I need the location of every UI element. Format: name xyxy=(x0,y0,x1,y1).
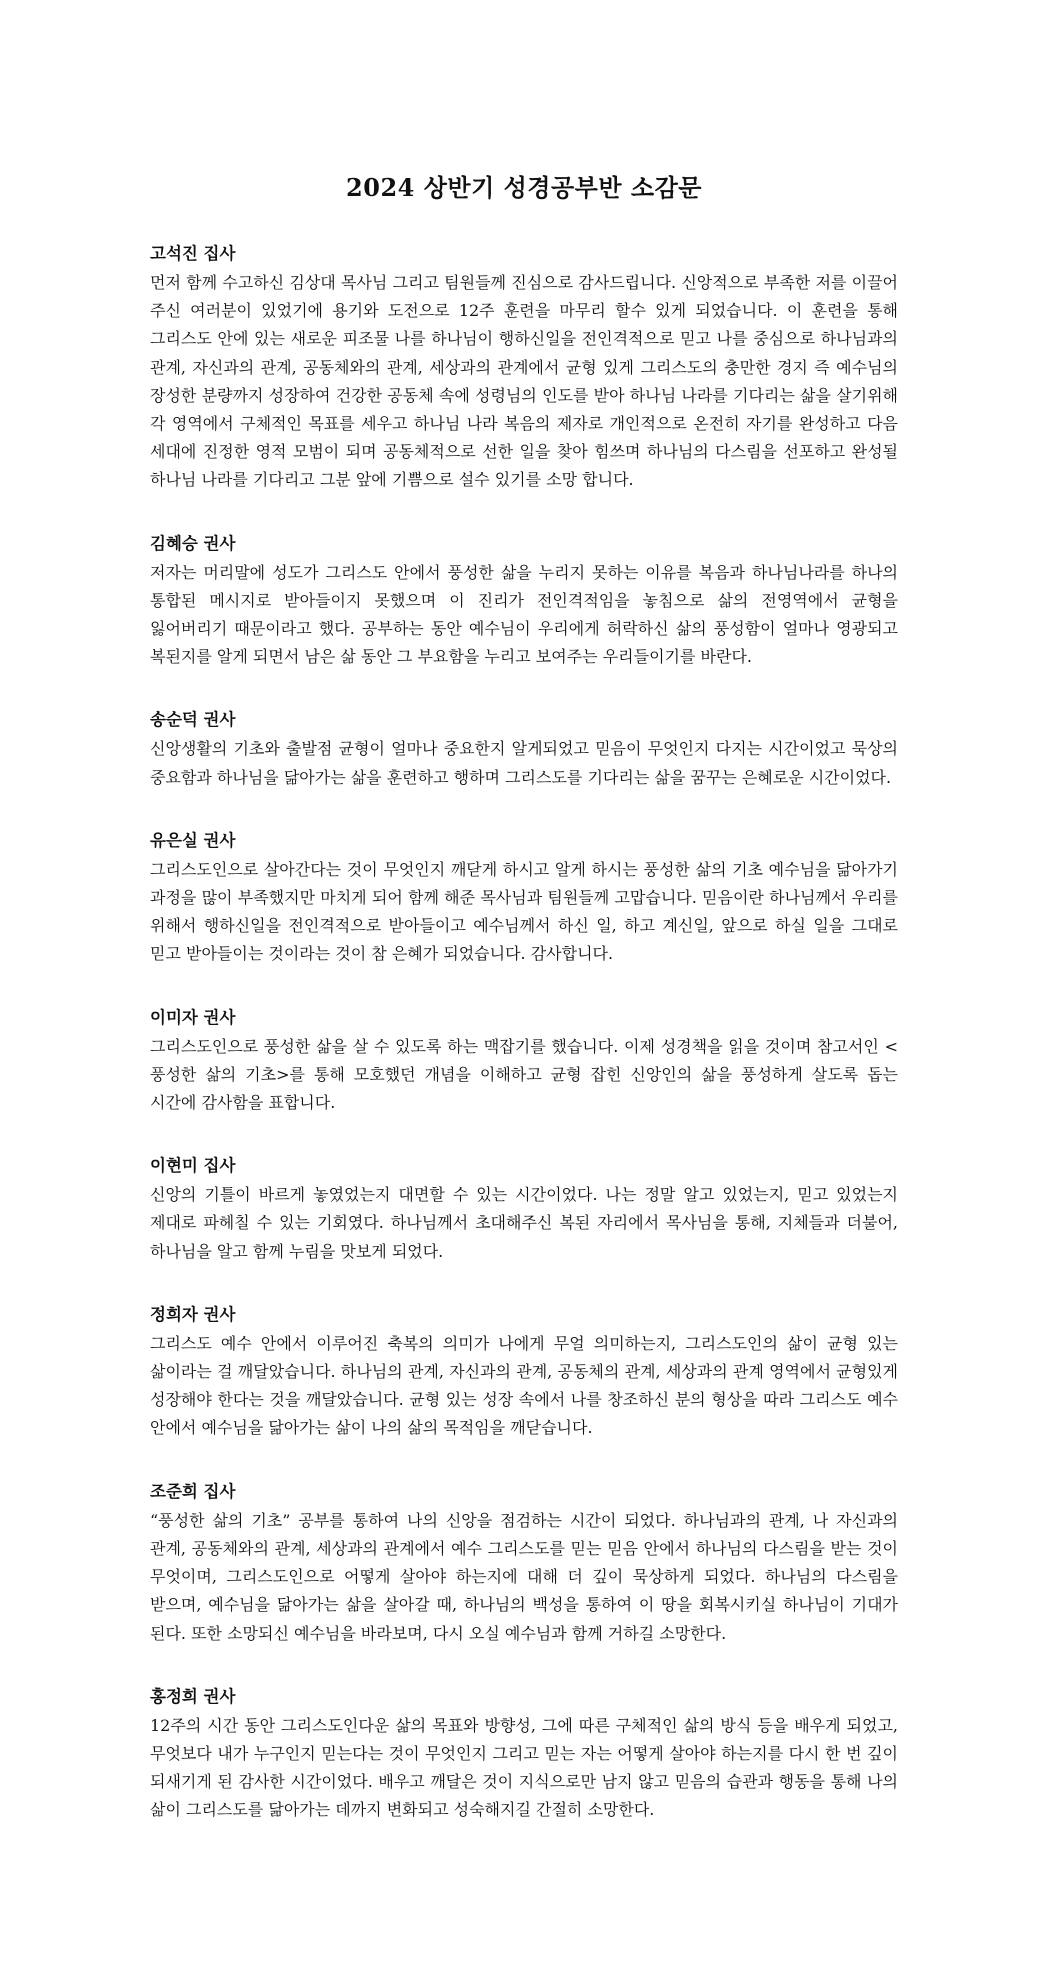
entry-text: 12주의 시간 동안 그리스도인다운 삶의 목표와 방향성, 그에 따른 구체적인 삶의 방식 등을 배우게 되었고, 무엇보다 내가 누구인지 믿는다는 것이 무엇인지 그리고 믿는 자는 어떻게 살아야 하는지를 다시 한 번 깊이 되새기게 된 감사한 시간이었다. 배우고 깨달은 것이 지식으로만 남지 않고 믿음의 습관과 행동을 통해 나의 삶이 그리스도를 닮아가는 데까지 변화되고 성숙해지길 간절히 소망한다. xyxy=(150,1715,898,1820)
entry-2 xyxy=(150,531,898,672)
document-page xyxy=(150,168,898,1861)
entry-6 xyxy=(150,1153,898,1266)
entry-author: 조준희 집사 xyxy=(150,1481,236,1501)
entry-text: 저자는 머리말에 성도가 그리스도 안에서 풍성한 삶을 누리지 못하는 이유를 복음과 하나님나라를 하나의 통합된 메시지로 받아들이지 못했으며 이 진리가 전인격적임을 놓침으로 삶의 전영역에서 균형을 잃어버리기 때문이라고 했다. 공부하는 동안 예수님이 우리에게 허락하신 삶의 풍성함이 얼마나 영광되고 복된지를 알게 되면서 남은 삶 동안 그 부요함을 누리고 보여주는 우리들이기를 바란다. xyxy=(150,562,898,667)
entry-8 xyxy=(150,1479,898,1648)
entry-text: 그리스도 예수 안에서 이루어진 축복의 의미가 나에게 무얼 의미하는지, 그리스도인의 삶이 균형 있는 삶이라는 걸 깨달았습니다. 하나님의 관계, 자신과의 관계, 공동체의 관계, 세상과의 관계 영역에서 균형있게 성장해야 한다는 것을 깨달았습니다. 균형 있는 성장 속에서 나를 창조하신 분의 형상을 따라 그리스도 예수 안에서 예수님을 닮아가는 삶이 나의 삶의 목적임을 깨닫습니다. xyxy=(150,1333,898,1438)
entry-text: “풍성한 삶의 기초” 공부를 통하여 나의 신앙을 점검하는 시간이 되었다. 하나님과의 관계, 나 자신과의 관계, 공동체와의 관계, 세상과의 관계에서 예수 그리스도를 믿는 믿음 안에서 하나님의 다스림을 받는 것이 무엇이며, 그리스도인으로 어떻게 살아야 하는지에 대해 더 깊이 묵상하게 되었다. 하나님의 다스림을 받으며, 예수님을 닮아가는 삶을 살아갈 때, 하나님의 백성을 통하여 이 땅을 회복시키실 하나님이 기대가 된다. 또한 소망되신 예수님을 바라보며, 다시 오실 예수님과 함께 거하길 소망한다. xyxy=(150,1510,898,1643)
document-title: 2024 상반기 성경공부반 소감문 xyxy=(346,173,702,202)
entry-text: 신앙생활의 기초와 출발점 균형이 얼마나 중요한지 알게되었고 믿음이 무엇인지 다지는 시간이었고 묵상의 중요함과 하나님을 닮아가는 삶을 훈련하고 행하며 그리스도를 기다리는 삶을 꿈꾸는 은혜로운 시간이었다. xyxy=(150,739,898,787)
entry-author: 김혜승 권사 xyxy=(150,533,236,553)
entry-author: 송순덕 권사 xyxy=(150,710,236,730)
entry-4 xyxy=(150,828,898,969)
entry-7 xyxy=(150,1302,898,1443)
entry-9 xyxy=(150,1684,898,1825)
entry-3 xyxy=(150,707,898,791)
entry-author: 홍정희 권사 xyxy=(150,1686,236,1706)
entry-author: 이현미 집사 xyxy=(150,1156,236,1176)
entry-author: 정희자 권사 xyxy=(150,1304,236,1324)
entry-author: 이미자 권사 xyxy=(150,1007,236,1027)
entry-text: 그리스도인으로 풍성한 삶을 살 수 있도록 하는 맥잡기를 했습니다. 이제 성경책을 읽을 것이며 참고서인 <풍성한 삶의 기초>를 통해 모호했던 개념을 이해하고 균형 잡힌 신앙인의 삶을 풍성하게 살도록 돕는 시간에 감사함을 표합니다. xyxy=(150,1036,898,1113)
entry-text: 그리스도인으로 살아간다는 것이 무엇인지 깨닫게 하시고 알게 하시는 풍성한 삶의 기초 예수님을 닮아가기 과정을 많이 부족했지만 마치게 되어 함께 해준 목사님과 팀원들께 고맙습니다. 믿음이란 하나님께서 우리를 위해서 행하신일을 전인격적으로 받아들이고 예수님께서 하신 일, 하고 계신일, 앞으로 하실 일을 그대로 믿고 받아들이는 것이라는 것이 참 은혜가 되었습니다. 감사합니다. xyxy=(150,859,898,964)
entry-text: 먼저 함께 수고하신 김상대 목사님 그리고 팀원들께 진심으로 감사드립니다. 신앙적으로 부족한 저를 이끌어 주신 여러분이 있었기에 용기와 도전으로 12주 훈련을 마무리 할수 있게 되었습니다. 이 훈련을 통해 그리스도 안에 있는 새로운 피조물 나를 하나님이 행하신일을 전인격적으로 믿고 나를 중심으로 하나님과의 관계, 자신과의 관계, 공동체와의 관계, 세상과의 관계에서 균형 있게 그리스도의 충만한 경지 즉 예수님의 장성한 분량까지 성장하여 건강한 공동체 속에 성령님의 인도를 받아 하나님 나라를 기다리는 삶을 살기위해 각 영역에서 구체적인 목표를 세우고 하나님 나라 복음의 제자로 개인적으로 온전히 자기를 완성하고 다음 세대에 진정한 영적 모범이 되며 공동체적으로 선한 일을 찾아 힘쓰며 하나님의 다스림을 선포하고 완성될 하나님 나라를 기다리고 그분 앞에 기쁨으로 설수 있기를 소망 합니다. xyxy=(150,273,898,490)
entry-author: 고석진 집사 xyxy=(150,244,236,263)
entry-5 xyxy=(150,1005,898,1118)
entry-text: 신앙의 기틀이 바르게 놓였었는지 대면할 수 있는 시간이었다. 나는 정말 알고 있었는지, 믿고 있었는지 제대로 파헤칠 수 있는 기회였다. 하나님께서 초대해주신 복된 자리에서 목사님을 통해, 지체들과 더불어, 하나님을 알고 함께 누림을 맛보게 되었다. xyxy=(150,1185,898,1261)
entry-1 xyxy=(150,241,898,495)
entry-author: 유은실 권사 xyxy=(150,830,236,850)
